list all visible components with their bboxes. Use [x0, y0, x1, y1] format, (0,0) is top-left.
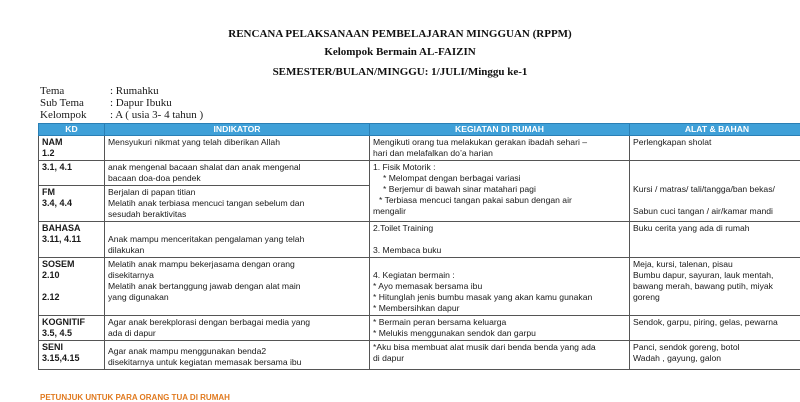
kegiatan-line: * Melompat dengan berbagai variasi — [373, 173, 626, 184]
kegiatan-cell — [370, 161, 630, 222]
table-row — [39, 161, 800, 186]
meta-subtema — [40, 98, 172, 109]
kegiatan-line: * Bermain peran bersama keluarga — [373, 317, 626, 328]
meta-value: : A ( usia 3- 4 tahun ) — [110, 109, 203, 121]
indikator-line: Melatih anak mampu bekerjasama dengan orang — [108, 259, 366, 270]
kegiatan-line — [373, 234, 626, 245]
alat-line: Sabun cuci tangan / air/kamar mandi — [633, 206, 800, 217]
indikator-line: bacaan doa-doa pendek — [108, 173, 366, 184]
kd-line: 1.2 — [42, 148, 101, 159]
kegiatan-line: * Berjemur di bawah sinar matahari pagi — [373, 184, 626, 195]
document-title: RENCANA PELAKSANAAN PEMBELAJARAN MINGGUAN (RPPM) — [0, 28, 800, 40]
parent-instructions-heading: PETUNJUK UNTUK PARA ORANG TUA DI RUMAH — [40, 393, 230, 402]
meta-label: Sub Tema — [40, 98, 110, 109]
table-row — [39, 222, 800, 258]
alat-line: Buku cerita yang ada di rumah — [633, 223, 800, 234]
kd-line: NAM — [42, 137, 101, 148]
table-header-row — [39, 124, 800, 136]
alat-cell — [630, 136, 800, 161]
meta-kelompok — [40, 110, 203, 121]
kd-line: 3.1, 4.1 — [42, 162, 101, 173]
kd-line: 3.5, 4.5 — [42, 328, 101, 339]
header-indikator: INDIKATOR — [105, 124, 370, 136]
indikator-line: Mensyukuri nikmat yang telah diberikan Allah — [108, 137, 366, 148]
kegiatan-line: di dapur — [373, 353, 626, 364]
table-row — [39, 341, 800, 370]
alat-line: Sendok, garpu, piring, gelas, pewarna — [633, 317, 800, 328]
kd-cell — [39, 186, 105, 222]
kd-line: SENI — [42, 342, 101, 353]
header-alat: ALAT & BAHAN — [630, 124, 800, 136]
indikator-line: yang digunakan — [108, 292, 366, 303]
indikator-line: ada di dapur — [108, 328, 366, 339]
kegiatan-cell — [370, 341, 630, 370]
indikator-cell — [105, 222, 370, 258]
kd-line: 2.10 — [42, 270, 101, 281]
table-row — [39, 258, 800, 316]
kd-cell — [39, 161, 105, 186]
kegiatan-line — [373, 259, 626, 270]
kegiatan-line: * Ayo memasak bersama ibu — [373, 281, 626, 292]
alat-line: goreng — [633, 292, 800, 303]
kegiatan-line: Mengikuti orang tua melakukan gerakan ibadah sehari – — [373, 137, 626, 148]
kegiatan-line: 3. Membaca buku — [373, 245, 626, 256]
kd-cell — [39, 316, 105, 341]
kd-line: KOGNITIF — [42, 317, 101, 328]
kd-cell — [39, 341, 105, 370]
indikator-line: Berjalan di papan titian — [108, 187, 366, 198]
indikator-cell — [105, 161, 370, 186]
alat-line: Kursi / matras/ tali/tangga/ban bekas/ — [633, 184, 800, 195]
indikator-cell — [105, 136, 370, 161]
alat-line — [633, 173, 800, 184]
alat-line: Perlengkapan sholat — [633, 137, 800, 148]
kd-line: 2.12 — [42, 292, 101, 303]
kd-line: SOSEM — [42, 259, 101, 270]
indikator-line: Melatih anak bertanggung jawab dengan alat main — [108, 281, 366, 292]
kd-cell — [39, 258, 105, 316]
kegiatan-line: 2.Toilet Training — [373, 223, 626, 234]
kd-line: FM — [42, 187, 101, 198]
rppm-table — [38, 123, 800, 370]
kd-line — [42, 281, 101, 292]
kegiatan-line: 4. Kegiatan bermain : — [373, 270, 626, 281]
kegiatan-line: 1. Fisik Motorik : — [373, 162, 626, 173]
indikator-line: dilakukan — [108, 245, 366, 256]
kegiatan-line: * Hitunglah jenis bumbu masak yang akan kamu gunakan — [373, 292, 626, 303]
kegiatan-line: * Melukis menggunakan sendok dan garpu — [373, 328, 626, 339]
meta-label: Tema — [40, 86, 110, 97]
indikator-cell — [105, 341, 370, 370]
header-kegiatan: KEGIATAN DI RUMAH — [370, 124, 630, 136]
kegiatan-line: * Membersihkan dapur — [373, 303, 626, 314]
alat-line — [633, 195, 800, 206]
indikator-line: sesudah beraktivitas — [108, 209, 366, 220]
meta-label: Kelompok — [40, 110, 110, 121]
indikator-line: Anak mampu menceritakan pengalaman yang telah — [108, 234, 366, 245]
alat-cell — [630, 161, 800, 222]
kd-cell — [39, 136, 105, 161]
group-name: Kelompok Bermain AL-FAIZIN — [0, 46, 800, 58]
kegiatan-line: mengalir — [373, 206, 626, 217]
table-row — [39, 136, 800, 161]
alat-cell — [630, 222, 800, 258]
kd-line: 3.15,4.15 — [42, 353, 101, 364]
alat-cell — [630, 341, 800, 370]
indikator-line: Agar anak mampu menggunakan benda2 — [108, 346, 366, 357]
indikator-line: Agar anak berekplorasi dengan berbagai media yang — [108, 317, 366, 328]
kegiatan-cell — [370, 222, 630, 258]
table-row — [39, 316, 800, 341]
kegiatan-cell — [370, 258, 630, 316]
meta-tema — [40, 86, 159, 97]
alat-cell — [630, 316, 800, 341]
kegiatan-cell — [370, 316, 630, 341]
alat-line: Meja, kursi, talenan, pisau — [633, 259, 800, 270]
indikator-cell — [105, 316, 370, 341]
indikator-cell — [105, 258, 370, 316]
indikator-line: Melatih anak terbiasa mencuci tangan sebelum dan — [108, 198, 366, 209]
alat-line: Bumbu dapur, sayuran, lauk mentah, — [633, 270, 800, 281]
indikator-line: anak mengenal bacaan shalat dan anak mengenal — [108, 162, 366, 173]
alat-line: bawang merah, bawang putih, miyak — [633, 281, 800, 292]
period-line: SEMESTER/BULAN/MINGGU: 1/JULI/Minggu ke-1 — [0, 66, 800, 78]
indikator-cell — [105, 186, 370, 222]
kegiatan-cell — [370, 136, 630, 161]
alat-cell — [630, 258, 800, 316]
meta-value: : Dapur Ibuku — [110, 97, 172, 109]
indikator-line: disekitarnya untuk kegiatan memasak bersama ibu — [108, 357, 366, 368]
meta-value: : Rumahku — [110, 85, 159, 97]
header-kd: KD — [39, 124, 105, 136]
alat-line: Wadah , gayung, galon — [633, 353, 800, 364]
kegiatan-line: hari dan melafalkan do’a harian — [373, 148, 626, 159]
kegiatan-line: * Terbiasa mencuci tangan pakai sabun dengan air — [373, 195, 626, 206]
alat-line: Panci, sendok goreng, botol — [633, 342, 800, 353]
kegiatan-line: *Aku bisa membuat alat musik dari benda benda yang ada — [373, 342, 626, 353]
alat-line — [633, 162, 800, 173]
kd-line: 3.4, 4.4 — [42, 198, 101, 209]
kd-line: BAHASA — [42, 223, 101, 234]
indikator-line: disekitarnya — [108, 270, 366, 281]
kd-cell — [39, 222, 105, 258]
indikator-line — [108, 223, 366, 234]
kd-line: 3.11, 4.11 — [42, 234, 101, 245]
